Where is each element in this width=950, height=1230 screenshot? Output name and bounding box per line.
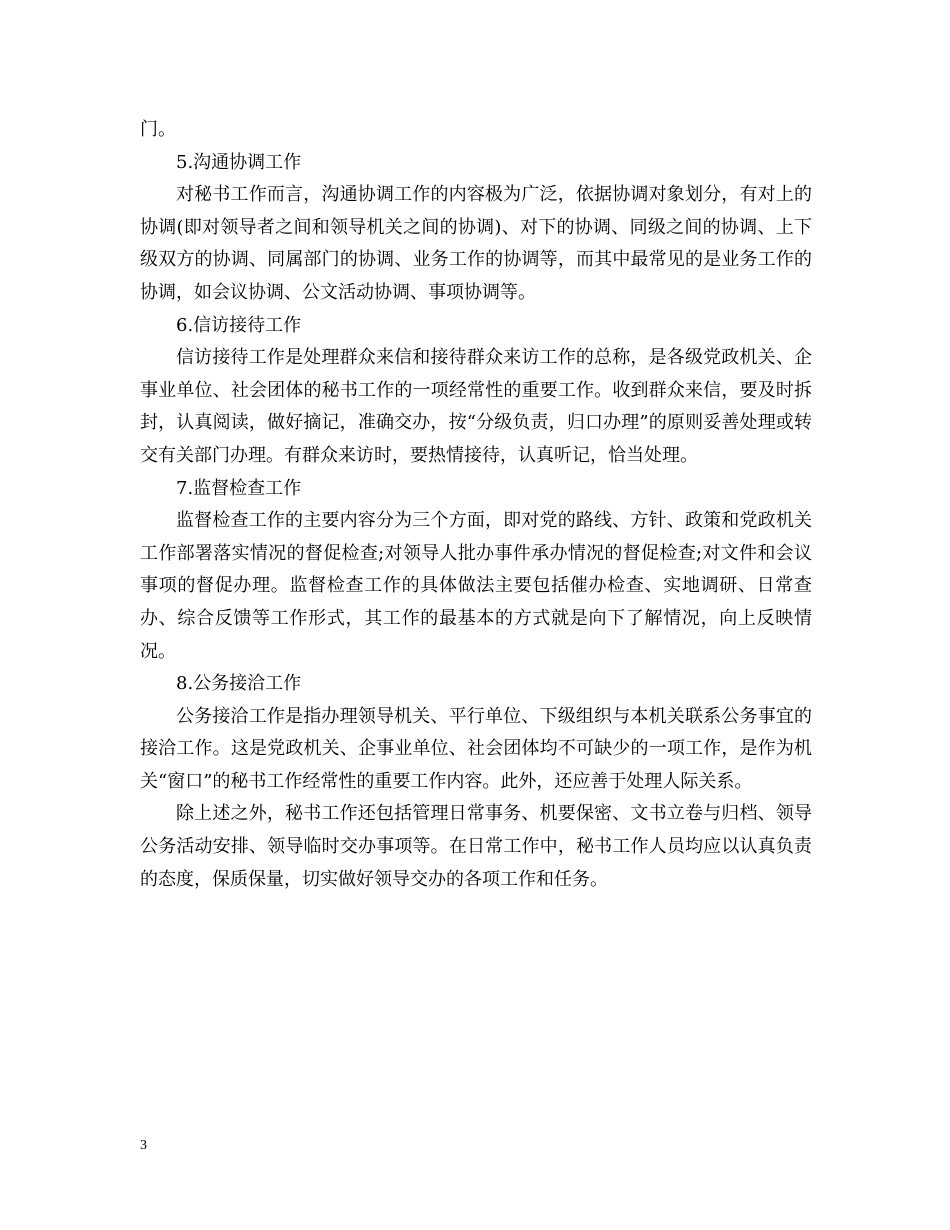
paragraph-communication: 对秘书工作而言，沟通协调工作的内容极为广泛，依据协调对象划分，有对上的协调(即对领导者之间和领导机关之间的协调)、对下的协调、同级之间的协调、上下级双方的协调、同属部门的协调、业务工作的协调等，而其中最常见的是业务工作的协调，如会议协调、公文活动协调、事项协调等。 xyxy=(140,184,812,303)
paragraph-summary: 除上述之外，秘书工作还包括管理日常事务、机要保密、文书立卷与归档、领导公务活动安排、领导临时交办事项等。在日常工作中，秘书工作人员均应以认真负责的态度，保质保量，切实做好领导交办的各项工作和任务。 xyxy=(140,803,812,890)
section-heading-8: 8.公务接洽工作 xyxy=(176,673,302,695)
page-number: 3 xyxy=(140,1138,147,1153)
paragraph-supervision: 监督检查工作的主要内容分为三个方面，即对党的路线、方针、政策和党政机关工作部署落实情况的督促检查;对领导人批办事件承办情况的督促检查;对文件和会议事项的督促办理。监督检查工作的具体做法主要包括催办检查、实地调研、日常查办、综合反馈等工作形式，其工作的最基本的方式就是向下了解情况，向上反映情况。 xyxy=(140,510,813,662)
section-heading-7: 7.监督检查工作 xyxy=(176,477,302,499)
document-body xyxy=(140,114,812,896)
section-heading-5: 5.沟通协调工作 xyxy=(176,151,302,173)
section-heading-6: 6.信访接待工作 xyxy=(176,314,302,336)
paragraph-petition: 信访接待工作是处理群众来信和接待群众来访工作的总称，是各级党政机关、企事业单位、社会团体的秘书工作的一项经常性的重要工作。收到群众来信，要及时拆封，认真阅读，做好摘记，准确交办，按“分级负责，归口办理”的原则妥善处理或转交有关部门办理。有群众来访时，要热情接待，认真听记，恰当处理。 xyxy=(140,347,812,466)
paragraph-continued: 门。 xyxy=(140,119,176,140)
paragraph-official-liaison: 公务接洽工作是指办理领导机关、平行单位、下级组织与本机关联系公务事宜的接洽工作。这是党政机关、企事业单位、社会团体均不可缺少的一项工作，是作为机关“窗口”的秘书工作经常性的重要工作内容。此外，还应善于处理人际关系。 xyxy=(140,705,812,792)
